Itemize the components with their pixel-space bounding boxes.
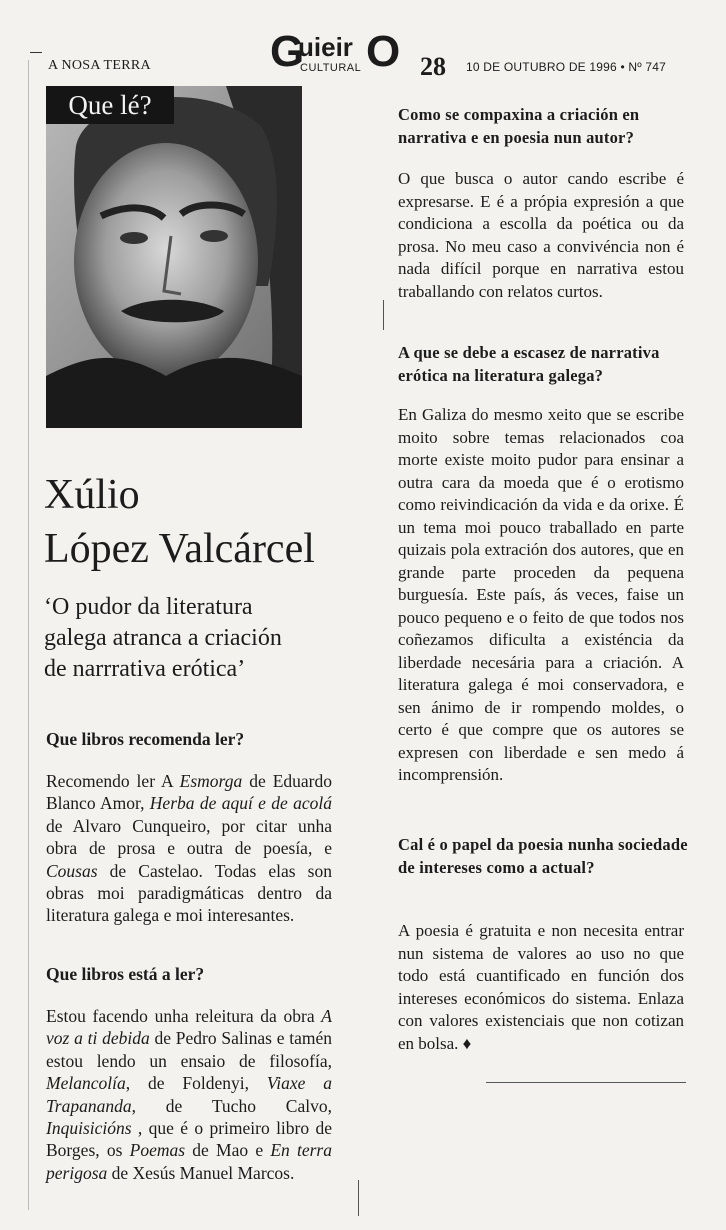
headline-quote <box>44 592 344 685</box>
section-logo <box>270 27 401 76</box>
section-tag: Que lé? <box>46 86 174 124</box>
logo-first-letter: G <box>270 27 305 76</box>
logo-last-letter: O <box>366 27 401 76</box>
answer-narrative-poetry: O que busca o autor cando escribe é expresarse. E é a própia expresión a que condiciona a escolla da poética ou da prosa. No meu caso a convivéncia non é nada difícil porque en narrativa estou traballando con relatos curtos. <box>398 169 684 301</box>
quote-line-3: de narrrativa erótica’ <box>44 656 246 682</box>
question-narrative-poetry: Como se compaxina a criación en narrativa e en poesia nun autor? <box>398 105 640 147</box>
portrait-image-icon <box>46 86 302 428</box>
answer-erotic-narrative: En Galiza do mesmo xeito que se escribe moito sobre temas relacionados coa morte existe moito pudor para ensinar a outra cara da moeda que é o erotismo como reivindicación da vida e da orixe. É un tema moi pouco traballado en parte quizais pola extración dos autores, que en grande parte proceden da pequena burguesía. Este país, ás veces, faise un pouco pequeno e o feito de que todos nos coñezamos dificulta a existéncia da liberdade necesária para a criación. A literatura galega é moi conservadora, e sen ánimo de ir rompendo moldes, o certo é que compre que os autores se expresen con liberdade e sen medo á incomprensión. <box>398 405 684 784</box>
answer-reading: Estou facendo unha releitura da obra A voz a ti debida de Pedro Salinas e tamén estou lendo un ensaio de filosofía, Melancolía, de Foldenyi, Viaxe a Trapananda, de Tucho Calvo, Inquisicións , que é o primeiro libro de Borges, os Poemas de Mao e En terra perigosa de Xesús Manuel Marcos. <box>46 1006 332 1183</box>
interviewee-name <box>44 468 334 576</box>
logo-middle: uieir <box>298 32 353 62</box>
column-divider <box>358 1180 359 1216</box>
question-reading: Que libros está a ler? <box>46 964 205 984</box>
answer-recommend: Recomendo ler A Esmorga de Eduardo Blanco Amor, Herba de aquí e de acolá de Alvaro Cunqueiro, por citar unha obra de prosa e outra de poesía, e Cousas de Castelao. Todas elas son obras moi paradigmáticas dentro da literatura galega e moi interesantes. <box>46 771 333 926</box>
surname: López Valcárcel <box>44 526 315 572</box>
page-number: 28 <box>420 52 446 81</box>
end-rule <box>486 1082 686 1083</box>
publication-name: A NOSA TERRA <box>48 58 151 73</box>
quote-line-2: galega atranca a criación <box>44 625 282 651</box>
question-recommend: Que libros recomenda ler? <box>46 729 245 749</box>
first-name: Xúlio <box>44 472 140 518</box>
logo-subtitle: CULTURAL <box>300 62 362 74</box>
page-edge-line <box>28 60 29 1210</box>
question-erotic-narrative: A que se debe a escasez de narrativa erótica na literatura galega? <box>398 343 660 385</box>
question-poetry-role: Cal é o papel da poesia nunha sociedade de intereses como a actual? <box>398 835 688 877</box>
issue-date: 10 DE OUTUBRO DE 1996 • Nº 747 <box>466 60 666 74</box>
column-divider-top <box>383 300 384 330</box>
quote-line-1: ‘O pudor da literatura <box>44 594 253 620</box>
portrait-photo <box>46 86 302 428</box>
answer-poetry-role: A poesia é gratuita e non necesita entrar nun sistema de valores ao uso no que todo está cuantificado en función dos intereses económicos do sistema. Enlaza con valores existenciais que non cotizan en bolsa. ♦ <box>398 921 684 1053</box>
header-rule <box>30 52 42 53</box>
